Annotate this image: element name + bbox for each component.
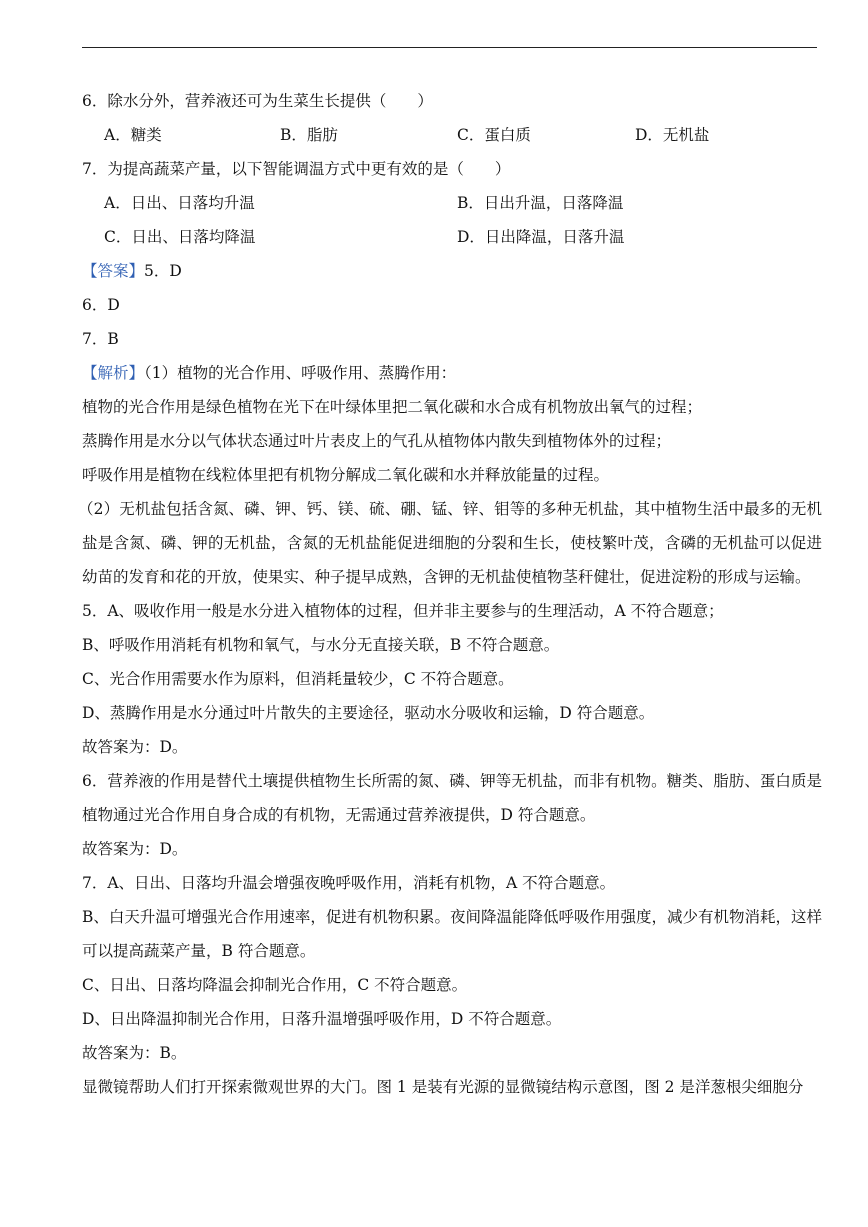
q5-explain-line: B、呼吸作用消耗有机物和氧气，与水分无直接关联，B 不符合题意。: [82, 636, 560, 654]
answer-6: 6．D: [82, 296, 120, 314]
document-page: [78, 84, 822, 1104]
answer-line: [82, 254, 822, 288]
header-rule: [82, 47, 817, 48]
analysis-line: 植物的光合作用是绿色植物在光下在叶绿体里把二氧化碳和水合成有机物放出氧气的过程；: [82, 398, 703, 416]
question-7-stem: 7．为提高蔬菜产量，以下智能调温方式中更有效的是（ ）: [82, 160, 511, 178]
option-a: A．日出、日落均升温: [104, 194, 255, 212]
option-b: B．脂肪: [280, 126, 338, 144]
q6-explain: 6．营养液的作用是替代土壤提供植物生长所需的氮、磷、钾等无机盐，而非有机物。糖类、脂肪、蛋白质是植物通过光合作用自身合成的有机物，无需通过营养液提供，D 符合题意。: [82, 772, 822, 824]
question-7-options-row1: [82, 186, 822, 220]
option-c: C．日出、日落均降温: [104, 228, 256, 246]
question-7-options-row2: [82, 220, 822, 254]
analysis-tag: 【解析】: [82, 364, 145, 382]
option-d: D．日出降温，日落升温: [457, 228, 625, 246]
q5-conclusion: 故答案为：D。: [82, 738, 188, 756]
q5-explain-line: 5．A、吸收作用一般是水分进入植物体的过程，但并非主要参与的生理活动，A 不符合题意；: [82, 602, 724, 620]
q6-conclusion: 故答案为：D。: [82, 840, 188, 858]
option-a: A．糖类: [104, 126, 162, 144]
next-section-intro: 显微镜帮助人们打开探索微观世界的大门。图 1 是装有光源的显微镜结构示意图，图 2 是洋葱根尖细胞分: [82, 1078, 804, 1096]
q7-explain-b: B、白天升温可增强光合作用速率，促进有机物积累。夜间降温能降低呼吸作用强度，减少有机物消耗，这样可以提高蔬菜产量，B 符合题意。: [82, 908, 822, 960]
q5-explain-line: D、蒸腾作用是水分通过叶片散失的主要途径，驱动水分吸收和运输，D 符合题意。: [82, 704, 655, 722]
analysis-intro: 【解析】（1）植物的光合作用、呼吸作用、蒸腾作用：: [82, 364, 457, 382]
q7-explain-d: D、日出降温抑制光合作用，日落升温增强呼吸作用，D 不符合题意。: [82, 1010, 562, 1028]
option-b: B．日出升温，日落降温: [457, 194, 624, 212]
option-c: C．蛋白质: [457, 126, 531, 144]
question-6-stem: 6．除水分外，营养液还可为生菜生长提供（ ）: [82, 92, 433, 110]
analysis-line: 呼吸作用是植物在线粒体里把有机物分解成二氧化碳和水并释放能量的过程。: [82, 466, 610, 484]
analysis-line: 蒸腾作用是水分以气体状态通过叶片表皮上的气孔从植物体内散失到植物体外的过程；: [82, 432, 672, 450]
q7-explain-c: C、日出、日落均降温会抑制光合作用，C 不符合题意。: [82, 976, 468, 994]
q7-explain-a: 7．A、日出、日落均升温会增强夜晚呼吸作用，消耗有机物，A 不符合题意。: [82, 874, 616, 892]
answer-5: 5．D: [144, 262, 182, 280]
option-d: D．无机盐: [635, 126, 710, 144]
q7-conclusion: 故答案为：B。: [82, 1044, 187, 1062]
analysis-paragraph-2: （2）无机盐包括含氮、磷、钾、钙、镁、硫、硼、锰、锌、钼等的多种无机盐，其中植物生活中最多的无机盐是含氮、磷、钾的无机盐，含氮的无机盐能促进细胞的分裂和生长，使枝繁叶茂，含磷的无机盐可以促进幼苗的发育和花的开放，使果实、种子提早成熟，含钾的无机盐使植物茎秆健壮，促进淀粉的形成与运输。: [78, 500, 822, 586]
answer-tag: 【答案】: [82, 262, 145, 280]
q5-explain-line: C、光合作用需要水作为原料，但消耗量较少，C 不符合题意。: [82, 670, 514, 688]
answer-7: 7．B: [82, 330, 119, 348]
question-6-options: [82, 118, 822, 152]
